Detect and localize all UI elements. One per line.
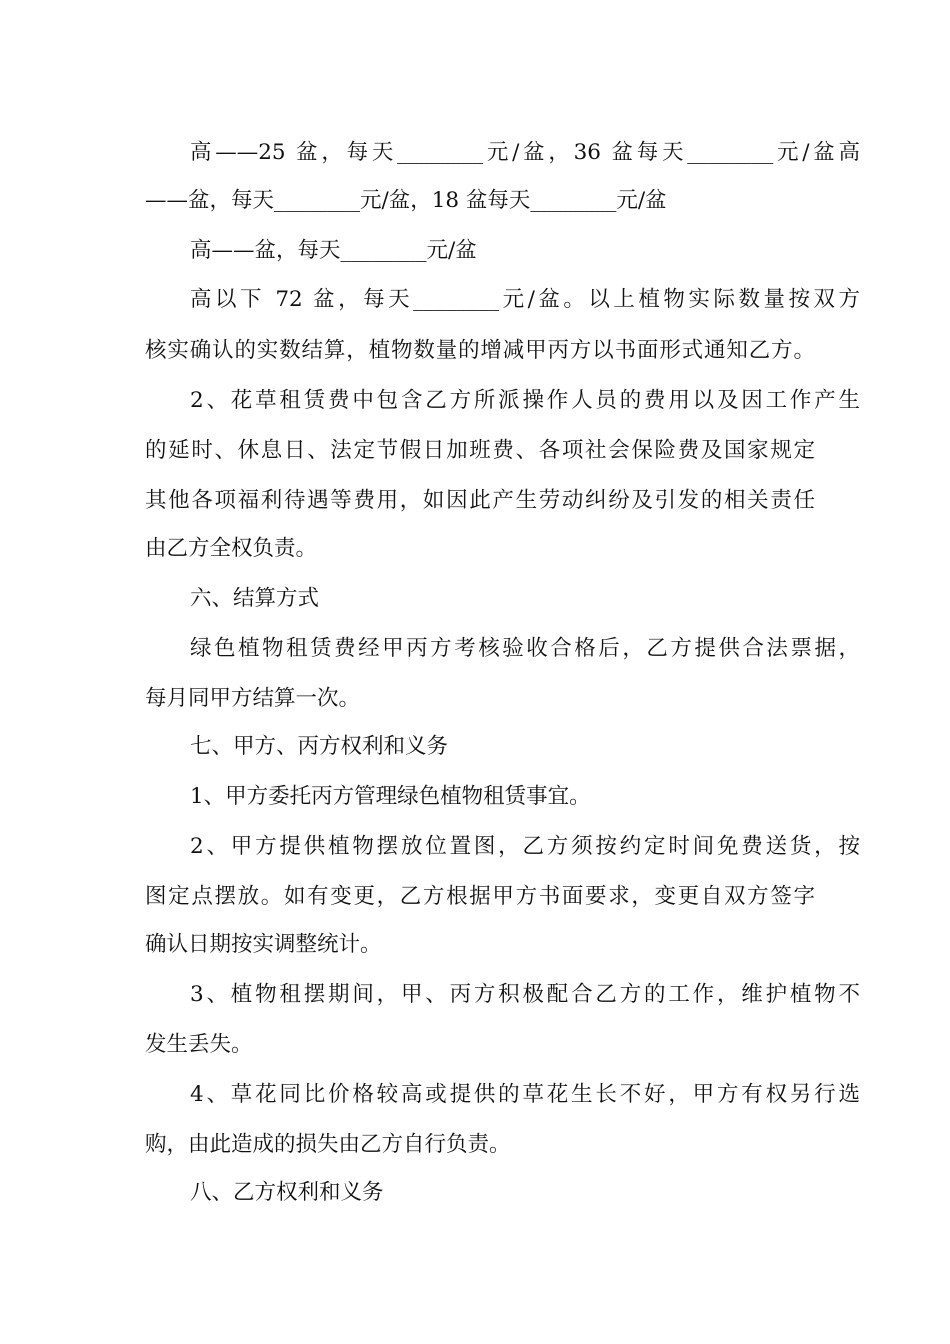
text-line: 高——25 盆，每天________元/盆，36 盆每天________元/盆高 bbox=[190, 140, 860, 165]
section-heading: 六、结算方式 bbox=[190, 586, 320, 611]
text-line: 高以下 72 盆，每天________元/盆。以上植物实际数量按双方 bbox=[190, 287, 860, 312]
text-line: 4、草花同比价格较高或提供的草花生长不好，甲方有权另行选 bbox=[190, 1082, 860, 1107]
text-line: 2、花草租赁费中包含乙方所派操作人员的费用以及因工作产生 bbox=[190, 388, 860, 413]
text-line: 由乙方全权负责。 bbox=[145, 536, 318, 561]
text-line: 高——盆，每天________元/盆 bbox=[190, 238, 477, 263]
section-heading: 八、乙方权利和义务 bbox=[190, 1180, 384, 1205]
text-line: 其他各项福利待遇等费用，如因此产生劳动纠纷及引发的相关责任 bbox=[145, 488, 815, 513]
section-heading: 七、甲方、丙方权利和义务 bbox=[190, 734, 449, 759]
text-line: 2、甲方提供植物摆放位置图，乙方须按约定时间免费送货，按 bbox=[190, 834, 860, 859]
text-line: 购，由此造成的损失由乙方自行负责。 bbox=[145, 1132, 511, 1157]
text-line: 3、植物租摆期间，甲、丙方积极配合乙方的工作，维护植物不 bbox=[190, 982, 860, 1007]
text-line: 的延时、休息日、法定节假日加班费、各项社会保险费及国家规定 bbox=[145, 438, 815, 463]
text-line: 确认日期按实调整统计。 bbox=[145, 932, 382, 957]
text-line: ——盆，每天________元/盆，18 盆每天________元/盆 bbox=[145, 188, 667, 213]
text-line: 核实确认的实数结算，植物数量的增减甲丙方以书面形式通知乙方。 bbox=[145, 338, 815, 363]
text-line: 发生丢失。 bbox=[145, 1032, 253, 1057]
text-line: 每月同甲方结算一次。 bbox=[145, 686, 361, 711]
text-line: 图定点摆放。如有变更，乙方根据甲方书面要求，变更自双方签字 bbox=[145, 884, 815, 909]
text-line: 绿色植物租赁费经甲丙方考核验收合格后，乙方提供合法票据， bbox=[190, 636, 860, 661]
text-line: 1、甲方委托丙方管理绿色植物租赁事宜。 bbox=[190, 784, 591, 809]
